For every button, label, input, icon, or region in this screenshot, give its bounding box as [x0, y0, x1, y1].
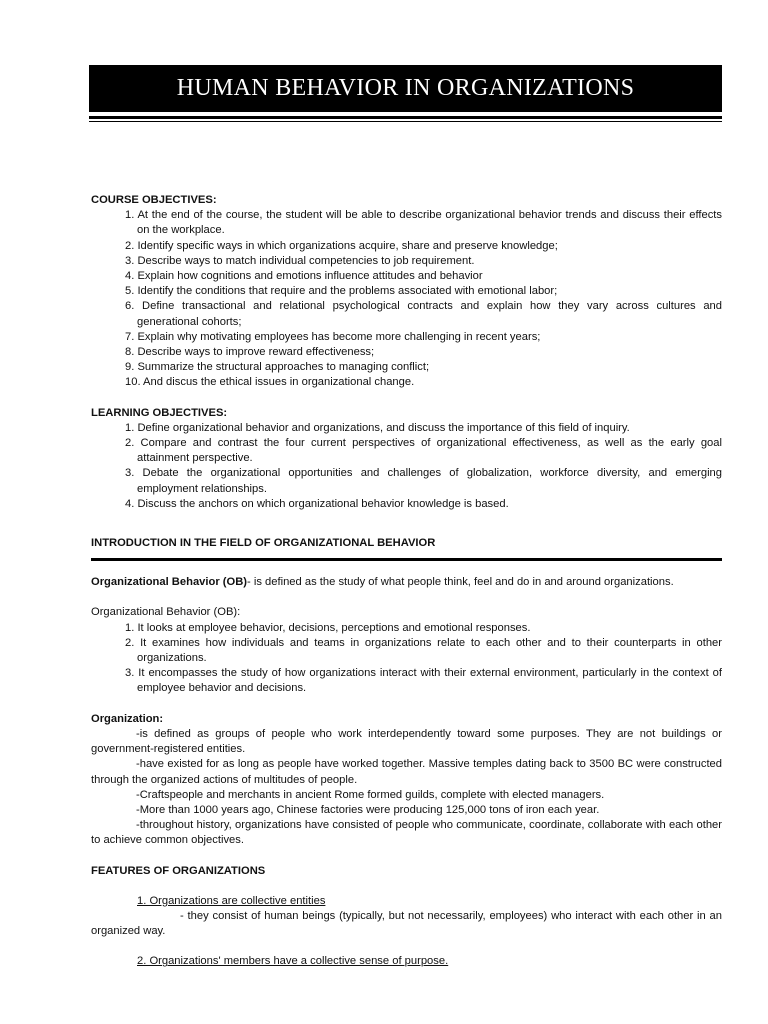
list-item: 8. Describe ways to improve reward effectiveness;: [125, 346, 375, 359]
organization-heading: Organization:: [91, 712, 164, 725]
list-item: 1. It looks at employee behavior, decisions, perceptions and emotional responses.: [125, 621, 531, 634]
title-underline-thick: [89, 116, 722, 119]
list-item: 10. And discus the ethical issues in organizational change.: [125, 376, 415, 389]
feature-item-1-title: [91, 894, 722, 909]
ob-term: Organizational Behavior (OB): [91, 576, 248, 589]
list-item: 3. It encompasses the study of how organizations interact with their external environment, particularly in the context of employee behavior and decisions.: [125, 667, 722, 695]
organization-paragraph: -have existed for as long as people have worked together. Massive temples dating back to 3500 BC were constructed through the organized actions of multitudes of people.: [91, 758, 722, 786]
organization-paragraph: -throughout history, organizations have consisted of people who communicate, coordinate, collaborate with each other to achieve common objectives.: [91, 819, 722, 847]
list-item: 3. Debate the organizational opportunities and challenges of globalization, workforce diversity, and emerging employment relationships.: [125, 467, 722, 495]
list-item: 9. Summarize the structural approaches to managing conflict;: [125, 361, 430, 374]
document-title: HUMAN BEHAVIOR IN ORGANIZATIONS: [89, 65, 722, 112]
feature-item-1-title-text: 1. Organizations are collective entities: [137, 894, 326, 907]
list-item: 4. Explain how cognitions and emotions influence attitudes and behavior: [125, 270, 483, 283]
features-heading: FEATURES OF ORGANIZATIONS: [91, 864, 266, 877]
list-item: 7. Explain why motivating employees has become more challenging in recent years;: [125, 330, 541, 343]
list-item: 1. Define organizational behavior and organizations, and discuss the importance of this field of inquiry.: [125, 421, 630, 434]
feature-item-1-text: - they consist of human beings (typically, but not necessarily, employees) who interact with each other in an organized way.: [91, 909, 722, 938]
course-objectives-heading: COURSE OBJECTIVES:: [91, 194, 217, 206]
list-item: 2. Compare and contrast the four current perspectives of organizational effectiveness, as well as the early goal attainment perspective.: [125, 437, 722, 465]
introduction-heading: INTRODUCTION IN THE FIELD OF ORGANIZATIONAL BEHAVIOR: [91, 537, 436, 550]
list-item: 6. Define transactional and relational psychological contracts and explain how they vary across cultures and generational cohorts;: [125, 300, 722, 328]
ob-list-heading: Organizational Behavior (OB):: [91, 606, 241, 619]
ob-definition-text: - is defined as the study of what people think, feel and do in and around organizations.: [247, 576, 674, 589]
organization-paragraph: -Craftspeople and merchants in ancient Rome formed guilds, complete with elected managers.: [136, 788, 605, 801]
title-underline-thin: [89, 121, 722, 122]
course-objectives-list: [91, 208, 722, 390]
feature-item-2-title-text: 2. Organizations' members have a collective sense of purpose.: [137, 955, 449, 968]
learning-objectives-list: [91, 421, 722, 512]
ob-definition: [91, 575, 722, 590]
list-item: 5. Identify the conditions that require and the problems associated with emotional labor;: [125, 285, 558, 298]
list-item: 4. Discuss the anchors on which organizational behavior knowledge is based.: [125, 497, 509, 510]
organization-paragraph: -is defined as groups of people who work interdependently toward some purposes. They are not buildings or government-registered entities.: [91, 727, 722, 756]
list-item: 3. Describe ways to match individual competencies to job requirement.: [125, 254, 475, 267]
list-item: 2. Identify specific ways in which organizations acquire, share and preserve knowledge;: [125, 239, 558, 252]
document-body: [91, 193, 722, 970]
feature-item-2-title: [91, 954, 722, 969]
list-item: 2. It examines how individuals and teams in organizations relate to each other and to their counterparts in other organizations.: [125, 636, 722, 665]
learning-objectives-heading: LEARNING OBJECTIVES:: [91, 406, 228, 419]
list-item: 1. At the end of the course, the student will be able to describe organizational behavior trends and discuss their effects on the workplace.: [125, 209, 722, 237]
organization-paragraph: -More than 1000 years ago, Chinese factories were producing 125,000 tons of iron each year.: [136, 803, 600, 816]
